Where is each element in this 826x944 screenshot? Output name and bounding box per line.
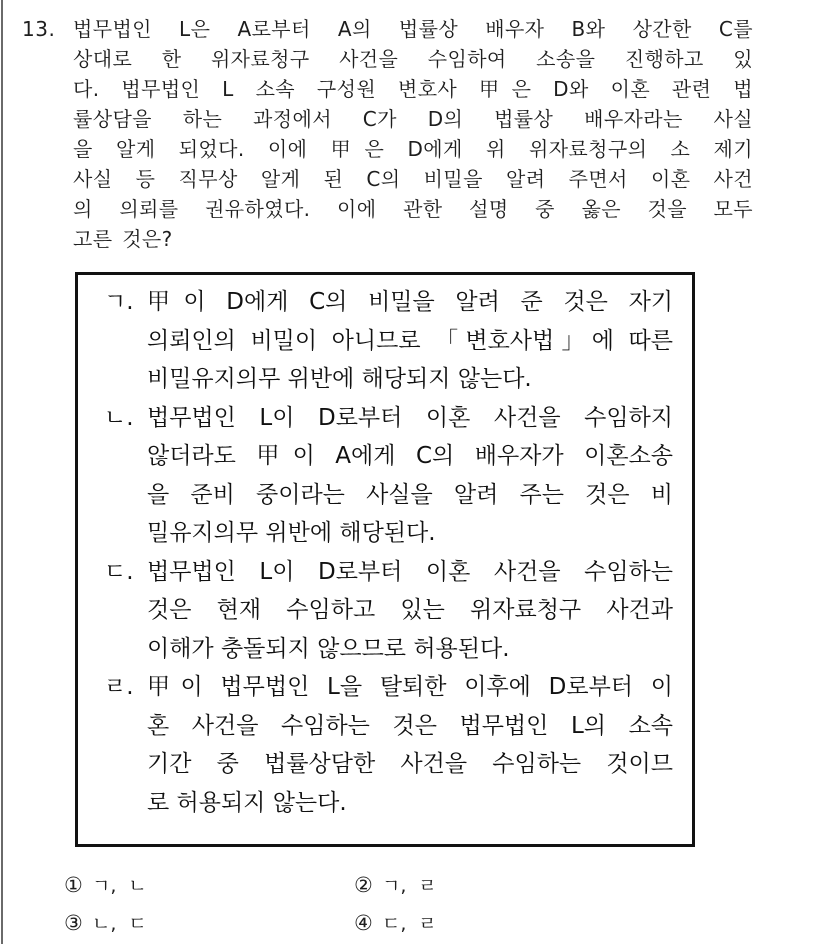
statement-line: 甲이 D에게 C의 비밀을 알려 준 것은 자기 [147, 289, 673, 315]
option-number: ① [64, 873, 83, 897]
statement-line: 법무법인 L이 D로부터 이혼 사건을 수임하지 [147, 404, 673, 431]
statement-box [75, 272, 695, 847]
option-text: ㄱ, ㄹ [382, 875, 437, 897]
statement-line: 법무법인 L이 D로부터 이혼 사건을 수임하는 [147, 558, 673, 585]
question-number: 13. [22, 17, 56, 41]
stem-line: 법무법인 L은 A로부터 A의 법률상 배우자 B와 상간한 C를 [73, 17, 753, 41]
option-text: ㄷ, ㄹ [382, 913, 437, 935]
statement-line: 을 준비 중이라는 사실을 알려 주는 것은 비 [147, 481, 673, 508]
option-1[interactable] [64, 868, 147, 903]
statement-line: 않더라도 甲이 A에게 C의 배우자가 이혼소송 [147, 443, 673, 469]
statement-digeut [104, 553, 676, 669]
statement-marker: ㄷ. [104, 558, 134, 585]
statement-line: 甲이 법무법인 L을 탈퇴한 이후에 D로부터 이 [147, 674, 673, 700]
statement-line: 의뢰인의 비밀이 아니므로 「변호사법」에 따른 [147, 327, 673, 354]
statement-list [104, 283, 676, 822]
stem-line: 상대로 한 위자료청구 사건을 수임하여 소송을 진행하고 있 [73, 47, 753, 71]
statement-line: 이해가 충돌되지 않으므로 허용된다. [147, 635, 510, 662]
statement-giyeok [104, 283, 676, 399]
stem-line: 을 알게 되었다. 이에 甲은 D에게 위 위자료청구의 소 제기 [73, 137, 753, 161]
statement-rieul [104, 668, 676, 822]
statement-line: 혼 사건을 수임하는 것은 법무법인 L의 소속 [147, 712, 673, 739]
option-4[interactable] [354, 906, 437, 941]
statement-line: 것은 현재 수임하고 있는 위자료청구 사건과 [147, 597, 673, 623]
option-row [64, 868, 684, 906]
stem-line: 사실 등 직무상 알게 된 C의 비밀을 알려 주면서 이혼 사건 [73, 167, 753, 191]
statement-nieun [104, 399, 676, 553]
page-margin-rule [1, 0, 3, 944]
answer-options [64, 868, 684, 944]
option-3[interactable] [64, 906, 147, 941]
option-2[interactable] [354, 868, 437, 903]
stem-line: 의 의뢰를 권유하였다. 이에 관한 설명 중 옳은 것을 모두 [73, 197, 753, 221]
statement-marker: ㄱ. [104, 289, 134, 315]
option-number: ④ [354, 911, 373, 935]
stem-line: 다. 법무법인 L 소속 구성원 변호사 甲은 D와 이혼 관련 법 [73, 77, 753, 101]
statement-line: 밀유지의무 위반에 해당된다. [147, 520, 436, 546]
stem-line: 고른 것은? [73, 227, 173, 251]
option-text: ㄴ, ㄷ [92, 913, 147, 935]
option-text: ㄱ, ㄴ [92, 875, 147, 897]
stem-line: 률상담을 하는 과정에서 C가 D의 법률상 배우자라는 사실 [73, 107, 753, 131]
statement-marker: ㄴ. [104, 404, 134, 431]
option-number: ③ [64, 911, 83, 935]
statement-line: 기간 중 법률상담한 사건을 수임하는 것이므 [147, 751, 673, 777]
statement-line: 로 허용되지 않는다. [147, 789, 347, 816]
option-row [64, 906, 684, 944]
question-stem [73, 14, 763, 254]
statement-marker: ㄹ. [104, 674, 134, 700]
option-number: ② [354, 873, 373, 897]
statement-line: 비밀유지의무 위반에 해당되지 않는다. [147, 366, 532, 392]
